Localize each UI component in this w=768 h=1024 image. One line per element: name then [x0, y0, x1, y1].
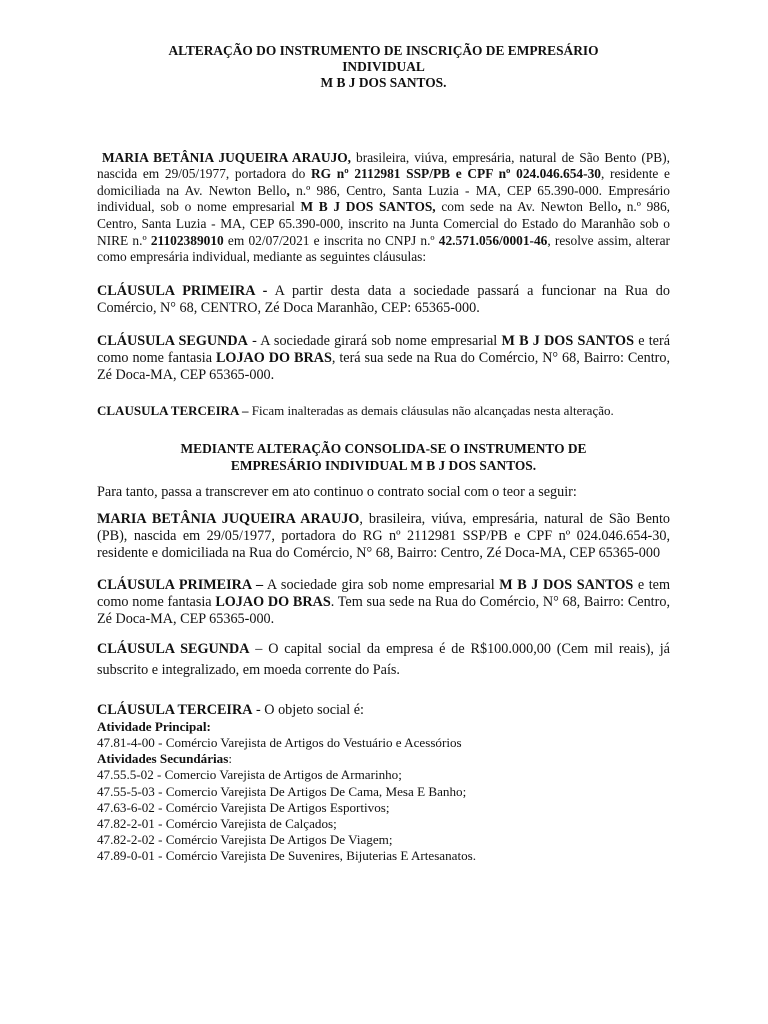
intro-text-2: , residente e domiciliada na Av. Newton Bello [97, 166, 670, 198]
intro-text-1: brasileira, viúva, empresária, natural de São Bento (PB), nascida em 29/05/1977, portadora do [97, 149, 670, 182]
c2-clause-2-paragraph [97, 639, 670, 681]
clause-2-text-2: e terá como nome fantasia [97, 332, 670, 366]
document-page [97, 40, 670, 865]
c2-clause-2-text: – O capital social da empresa é de R$100.000,00 (Cem mil reais), já subscrito e integralizado, em moeda corrente do País. [97, 640, 670, 678]
secondary-activities-label: Atividades Secundárias [97, 751, 229, 767]
intro-2-paragraph [97, 511, 670, 562]
clause-1-text: A partir desta data a sociedade passará a funcionar na Rua do Comércio, N° 68, CENTRO, Zé Doca Maranhão, CEP: 65365-000. [97, 282, 670, 316]
consolidation-line-2: EMPRESÁRIO INDIVIDUAL M B J DOS SANTOS. [230, 457, 537, 473]
intro-text-3: n.º 986, Centro, Santa Luzia - MA, CEP 65.390-000. Empresário individual, sob o nome empresarial [97, 182, 670, 215]
clause-2-text-3: , terá sua sede na Rua do Comércio, N° 68, Bairro: Centro, Zé Doca-MA, CEP 65365-000. [97, 349, 671, 383]
c2-clause-2-label: CLÁUSULA SEGUNDA [97, 640, 250, 657]
secondary-activity: 47.63-6-02 - Comércio Varejista De Artigos Esportivos; [97, 799, 390, 815]
title-line-2: INDIVIDUAL [342, 59, 425, 75]
consolidation-line-1: MEDIANTE ALTERAÇÃO CONSOLIDA-SE O INSTRUMENTO DE [180, 440, 587, 456]
main-activity: 47.81-4-00 - Comércio Varejista de Artigos do Vestuário e Acessórios [97, 734, 462, 750]
c2-clause-1-company: M B J DOS SANTOS [499, 576, 634, 593]
document-title [97, 43, 670, 92]
intro-cnpj: 42.571.056/0001-46 [438, 232, 548, 248]
c2-clause-1-label: CLÁUSULA PRIMEIRA – [97, 576, 264, 593]
clause-2-paragraph [97, 333, 670, 384]
secondary-activities-heading [97, 751, 670, 767]
clause-3-label: CLAUSULA TERCEIRA – [97, 402, 249, 418]
c2-clause-3-label: CLÁUSULA TERCEIRA [97, 701, 253, 718]
secondary-activities-colon: : [228, 751, 232, 767]
clause-2-company: M B J DOS SANTOS [501, 332, 634, 349]
consolidation-heading [97, 440, 670, 474]
secondary-activity: 47.89-0-01 - Comércio Varejista De Suvenires, Bijuterias E Artesanatos. [97, 848, 477, 864]
intro-text-7: , resolve assim, alterar como empresária individual, mediante as seguintes cláusulas: [97, 232, 670, 265]
intro-comma: , [286, 182, 290, 198]
clause-2-fantasy: LOJAO DO BRAS [215, 349, 332, 366]
secondary-activity: 47.82-2-01 - Comércio Varejista de Calçados; [97, 815, 337, 831]
title-line-3: M B J DOS SANTOS. [320, 75, 447, 91]
intro-paragraph [97, 150, 670, 266]
intro-text-4: com sede na Av. Newton Bello [435, 199, 618, 215]
main-activity-heading [97, 719, 670, 735]
activities-list [97, 719, 670, 865]
clause-3-text: Ficam inalteradas as demais cláusulas não alcançadas nesta alteração. [248, 402, 614, 418]
intro-name: MARIA BETÂNIA JUQUEIRA ARAUJO, [102, 149, 352, 165]
intro-comma-2: , [617, 199, 622, 215]
secondary-activity: 47.55.5-02 - Comercio Varejista de Artigos de Armarinho; [97, 767, 402, 783]
intro-nire: 21102389010 [150, 232, 224, 248]
transcribe-paragraph: Para tanto, passa a transcrever em ato continuo o contrato social com o teor a seguir: [97, 483, 577, 500]
title-line-1: ALTERAÇÃO DO INSTRUMENTO DE INSCRIÇÃO DE EMPRESÁRIO [168, 43, 599, 58]
clause-1-label: CLÁUSULA PRIMEIRA - [97, 282, 268, 299]
intro-text-6: em 02/07/2021 e inscrita no CNPJ n.º [223, 232, 439, 248]
clause-1-paragraph [97, 283, 670, 317]
c2-clause-1-text-3: . Tem sua sede na Rua do Comércio, N° 68, Bairro: Centro, Zé Doca-MA, CEP 65365-000. [97, 593, 670, 627]
intro-company: M B J DOS SANTOS, [300, 199, 436, 215]
intro-text-5: n.º 986, Centro, Santa Luzia - MA, CEP 65.390-000, inscrito na Junta Comercial do Estado do Maranhão sob o NIRE n.º [97, 199, 671, 248]
intro-rg-cpf: RG nº 2112981 SSP/PB e CPF nº 024.046.654-30 [311, 166, 601, 182]
main-activity-colon: : [206, 718, 211, 734]
c2-clause-1-text-2: e tem como nome fantasia [97, 576, 671, 610]
intro-2-text: , brasileira, viúva, empresária, natural de São Bento (PB), nascida em 29/05/1977, portadora do RG nº 2112981 SSP/PB e CPF nº 024.046.654-30, residente e domiciliada na Rua do Comércio, N° 68, Bairro: Centro, Zé Doca-MA, CEP 65365-000 [97, 510, 670, 561]
c2-clause-3-heading [97, 702, 670, 719]
clause-2-text-1: - A sociedade girará sob nome empresarial [247, 332, 502, 349]
secondary-activity: 47.55-5-03 - Comercio Varejista De Artigos De Cama, Mesa E Banho; [97, 783, 467, 799]
c2-clause-1-text-1: A sociedade gira sob nome empresarial [263, 576, 500, 593]
c2-clause-1-fantasy: LOJAO DO BRAS [215, 593, 331, 610]
c2-clause-3-text: - O objeto social é: [252, 701, 364, 718]
c2-clause-3-section [97, 702, 670, 865]
c2-clause-1-paragraph [97, 577, 670, 628]
clause-2-label: CLÁUSULA SEGUNDA [97, 332, 248, 349]
intro-2-name: MARIA BETÂNIA JUQUEIRA ARAUJO [97, 510, 360, 527]
main-activity-label: Atividade Principal [97, 718, 207, 734]
clause-3-paragraph [97, 403, 670, 419]
secondary-activity: 47.82-2-02 - Comércio Varejista De Artigos De Viagem; [97, 832, 393, 848]
